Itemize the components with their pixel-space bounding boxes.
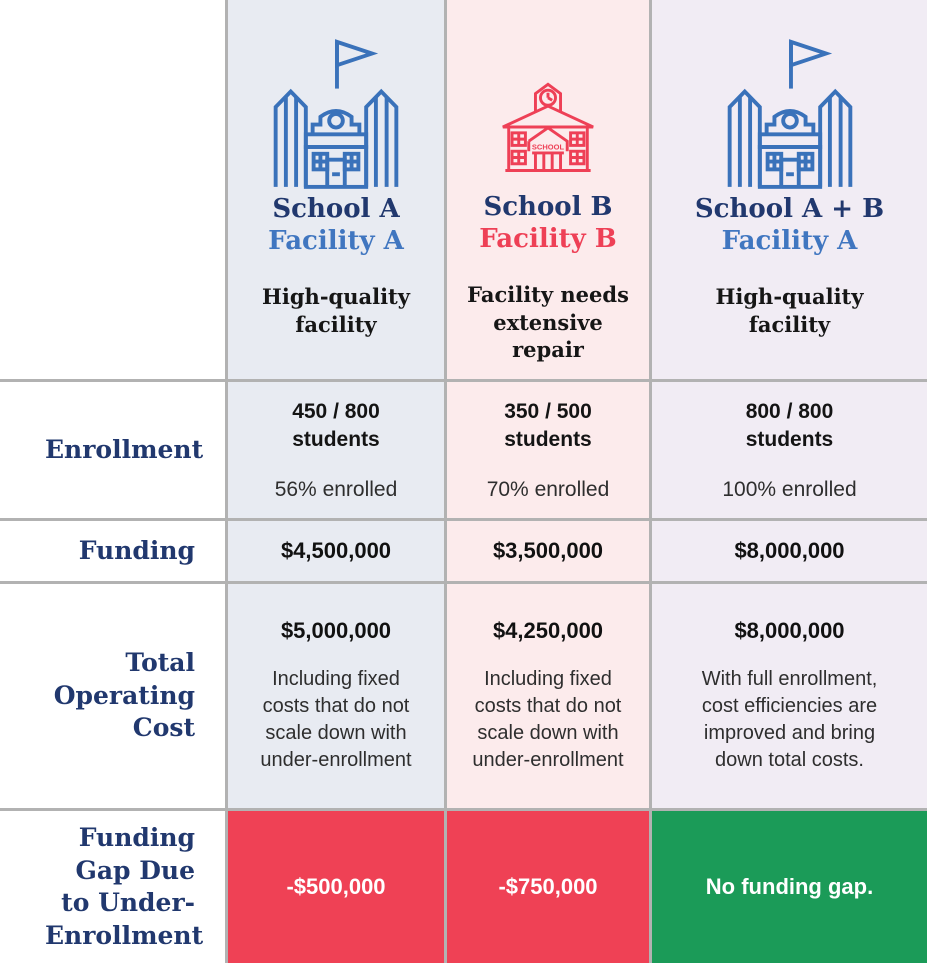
enrollment-cell-school-b [447,382,649,518]
enrollment-value: 350 / 500 students [504,399,592,451]
row-label-enrollment: Enrollment [0,382,225,518]
header-school-a-plus-b [652,0,927,379]
funding-cell-school-a-plus-b [652,521,927,581]
enrollment-percent: 70% enrolled [486,478,610,502]
cost-cell-school-b [447,584,649,808]
funding-gap-cell-school-b [447,811,649,963]
enrollment-cell-school-a-plus-b [652,382,927,518]
funding-value: $4,500,000 [280,538,392,563]
header-school-b [447,0,649,379]
funding-cell-school-a [228,521,444,581]
row-label-funding-gap: Funding Gap Due to Under-Enrollment [0,811,225,963]
school-name: School A + B [694,194,885,224]
header-school-a [228,0,444,379]
blue-school-building-icon [263,30,409,190]
funding-gap-cell-school-a-plus-b [652,811,927,963]
school-name: School B [483,192,613,222]
enrollment-cell-school-a [228,382,444,518]
facility-description: High-quality facility [715,284,864,337]
red-schoolhouse-icon [485,76,611,178]
funding-value: $8,000,000 [734,538,845,563]
facility-description: High-quality facility [262,284,410,337]
facility-name: Facility A [721,225,858,256]
funding-cell-school-b [447,521,649,581]
funding-gap-cell-school-a [228,811,444,963]
row-label-operating-cost: Total Operating Cost [0,584,225,808]
facility-description: Facility needs extensive repair [467,282,629,363]
enrollment-value: 450 / 800 students [292,399,380,451]
facility-name: Facility A [268,225,404,256]
funding-gap-value: -$750,000 [498,874,598,899]
cost-cell-school-a [228,584,444,808]
funding-gap-value: No funding gap. [705,874,874,899]
enrollment-percent: 100% enrolled [722,478,857,502]
cost-value: $8,000,000 [734,618,845,643]
enrollment-value: 800 / 800 students [745,399,834,451]
facility-name: Facility B [479,223,617,254]
cost-note: Including fixed costs that do not scale down with under-enrollment [472,668,624,771]
blue-school-building-icon [717,30,863,190]
school-name: School A [272,194,400,224]
corner-cell [0,0,225,379]
enrollment-percent: 56% enrolled [274,478,398,502]
row-label-funding: Funding [0,521,225,581]
funding-gap-value: -$500,000 [286,874,386,899]
cost-note: Including fixed costs that do not scale down with under-enrollment [260,668,412,771]
cost-note: With full enrollment, cost efficiencies are improved and bring down total costs. [701,668,878,771]
cost-value: $4,250,000 [492,618,604,643]
cost-value: $5,000,000 [280,618,392,643]
funding-value: $3,500,000 [492,538,604,563]
schoolhouse-sign-text: SCHOOL [531,142,565,152]
cost-cell-school-a-plus-b [652,584,927,808]
